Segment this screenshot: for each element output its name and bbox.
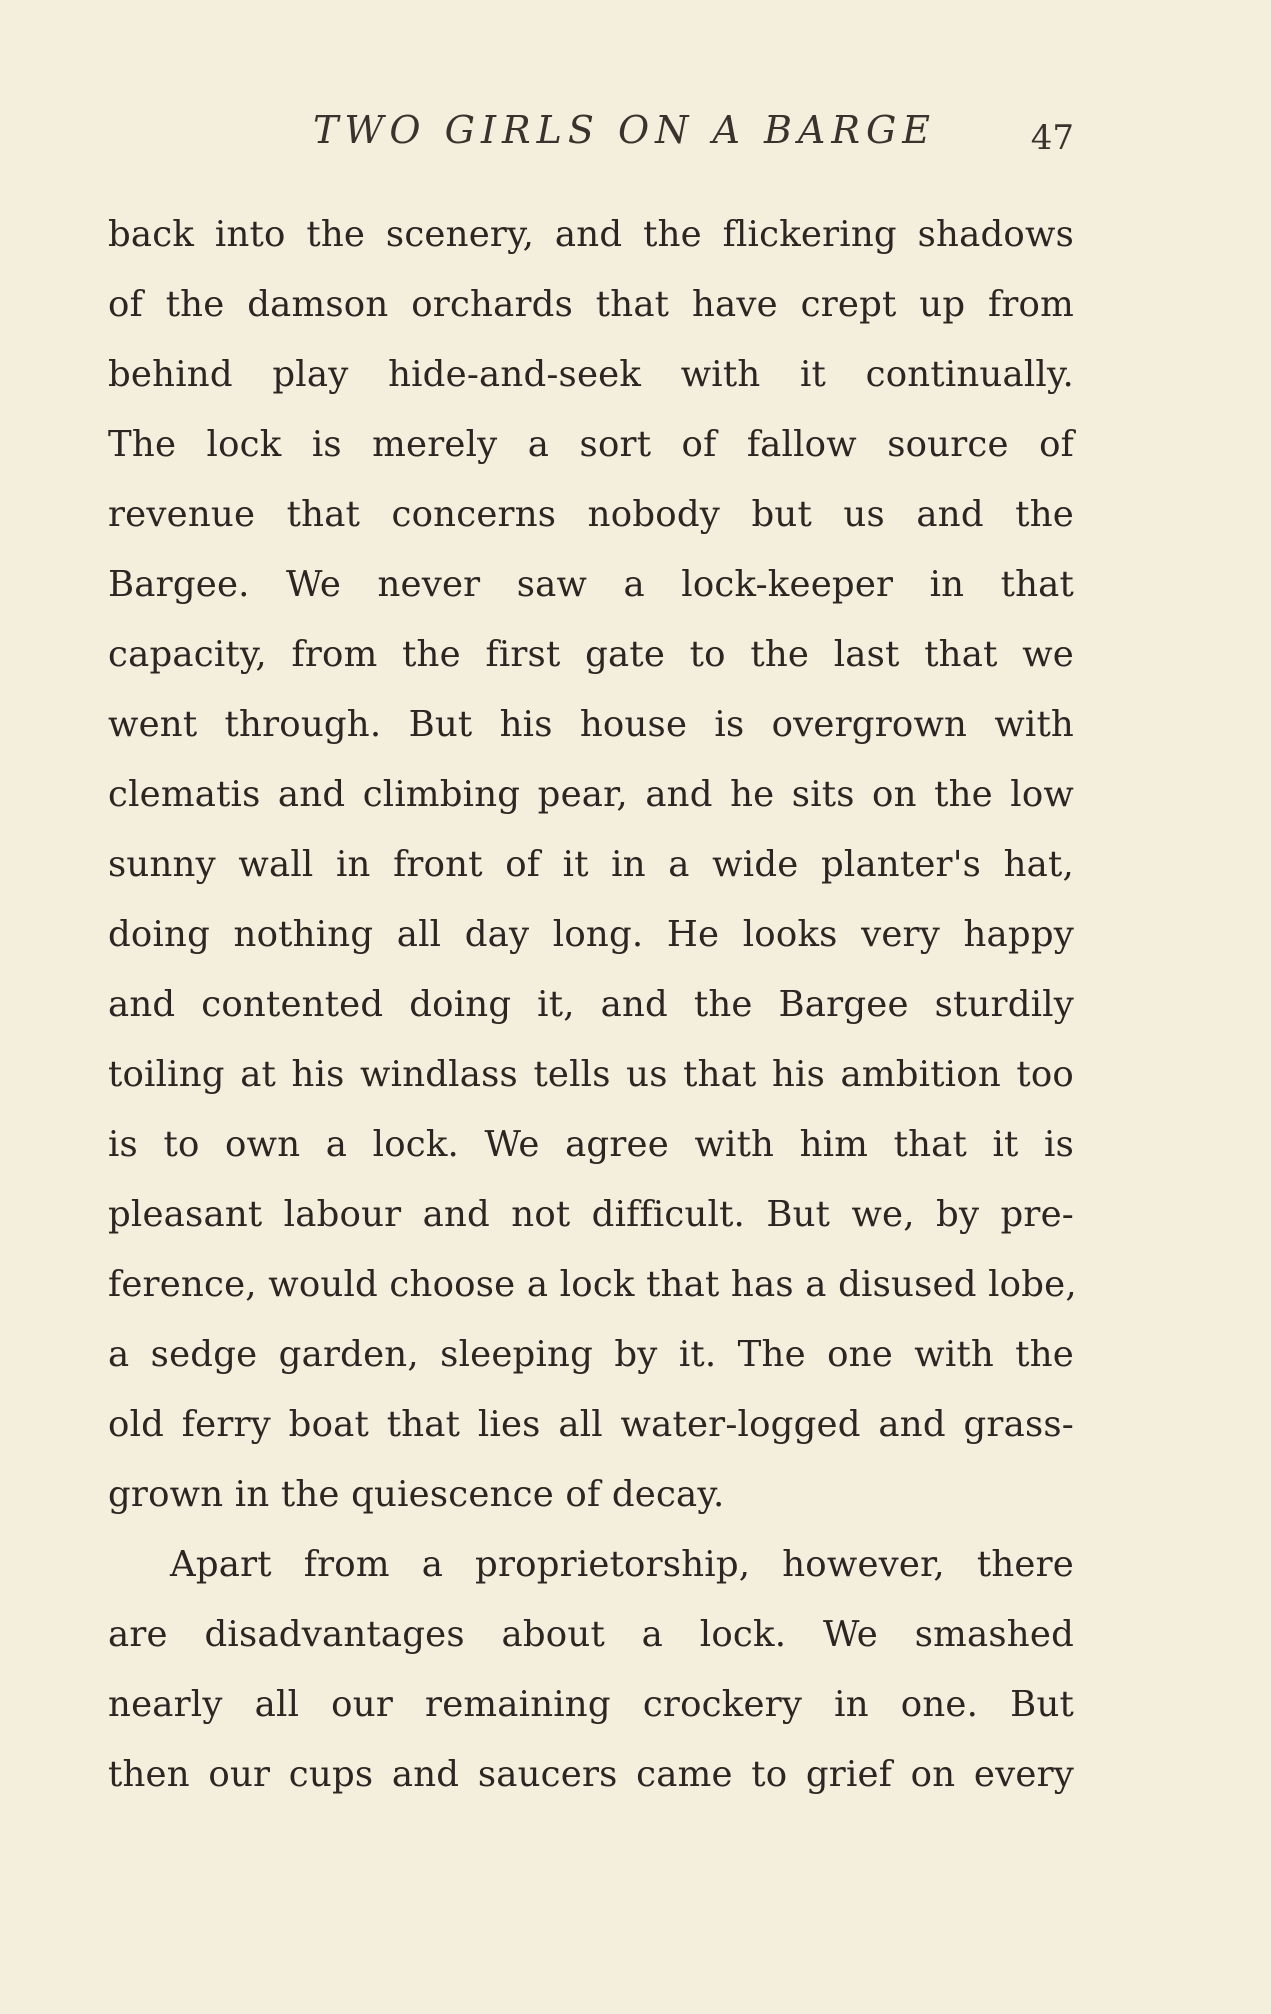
text-line: toiling at his windlass tells us that his ambition too [108,1054,1074,1095]
text-line: Bargee. We never saw a lock-keeper in that [108,564,1074,605]
text-line: old ferry boat that lies all water-logged and grass- [108,1404,1074,1445]
text-line: nearly all our remaining crockery in one. But [108,1684,1074,1725]
text-line: went through. But his house is overgrown with [108,704,1074,745]
body-text [108,200,1077,1810]
text-line: then our cups and saucers came to grief on every [108,1754,1074,1795]
text-line: of the damson orchards that have crept up from [108,284,1074,325]
running-title: TWO GIRLS ON A BARGE [313,108,937,152]
paragraph-end-line: grown in the quiescence of decay. [108,1474,725,1515]
text-line: doing nothing all day long. He looks very happy [108,914,1074,955]
text-line: revenue that concerns nobody but us and the [108,494,1074,535]
text-line: is to own a lock. We agree with him that it is [108,1124,1074,1165]
text-line: and contented doing it, and the Bargee sturdily [108,984,1074,1025]
text-line: are disadvantages about a lock. We smashed [108,1614,1074,1655]
text-line: sunny wall in front of it in a wide planter's hat, [108,844,1074,885]
text-line: behind play hide-and-seek with it continually. [108,354,1074,395]
page-number: 47 [1030,118,1074,158]
text-line: pleasant labour and not difficult. But we, by pre- [108,1194,1074,1235]
text-line: clematis and climbing pear, and he sits on the low [108,774,1074,815]
text-line: back into the scenery, and the flickering shadows [108,214,1074,255]
paragraph-start-line: Apart from a proprietorship, however, there [170,1544,1074,1585]
text-line: The lock is merely a sort of fallow source of [108,424,1074,465]
text-line: a sedge garden, sleeping by it. The one with the [108,1334,1074,1375]
running-head [108,108,1074,168]
text-line: ference, would choose a lock that has a disused lobe, [108,1264,1077,1305]
text-line: capacity, from the first gate to the last that we [108,634,1074,675]
